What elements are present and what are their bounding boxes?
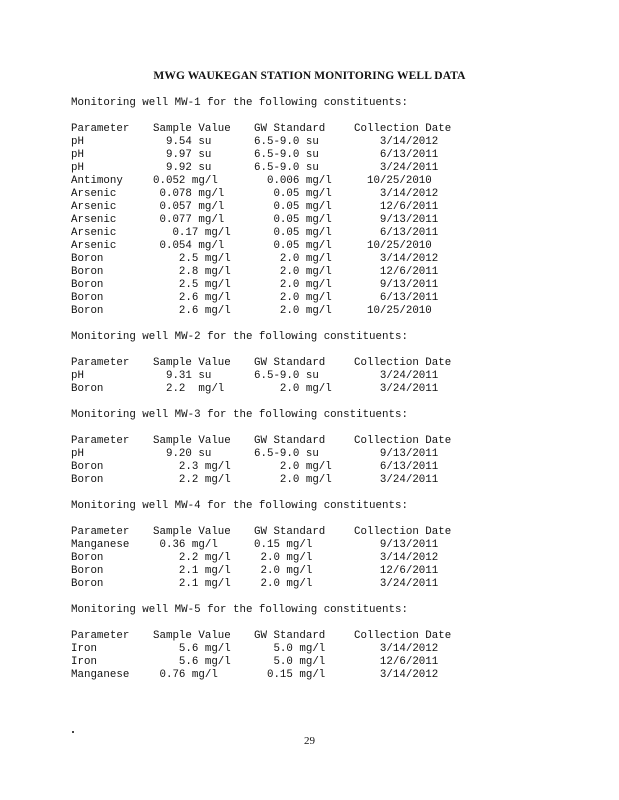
collection-date-cell: 6/13/2011 — [354, 292, 439, 304]
section-heading: Monitoring well MW-4 for the following constituents: — [71, 500, 408, 512]
sample-value-cell: 2.8 mg/l — [153, 266, 231, 278]
sample-value-cell: 2.2 mg/l — [153, 552, 231, 564]
gw-standard-cell: 2.0 mg/l — [254, 474, 332, 486]
collection-date-cell: 3/14/2012 — [354, 643, 439, 655]
sample-value-cell: Sample Value — [153, 357, 231, 369]
collection-date-cell: 6/13/2011 — [354, 461, 439, 473]
sample-value-cell: 2.6 mg/l — [153, 305, 231, 317]
sample-value-cell: Sample Value — [153, 630, 231, 642]
collection-date-cell: 9/13/2011 — [354, 214, 439, 226]
page-number: 29 — [304, 735, 315, 747]
gw-standard-cell: 2.0 mg/l — [254, 565, 313, 577]
gw-standard-cell: 6.5-9.0 su — [254, 448, 319, 460]
parameter-cell: Arsenic — [71, 240, 117, 252]
sample-value-cell: 2.1 mg/l — [153, 578, 231, 590]
parameter-cell: Manganese — [71, 539, 130, 551]
parameter-cell: Boron — [71, 578, 104, 590]
parameter-cell: Boron — [71, 474, 104, 486]
collection-date-cell: 12/6/2011 — [354, 201, 439, 213]
gw-standard-cell: 6.5-9.0 su — [254, 162, 319, 174]
collection-date-cell: 9/13/2011 — [354, 279, 439, 291]
section-heading: Monitoring well MW-3 for the following constituents: — [71, 409, 408, 421]
collection-date-cell: 10/25/2010 — [354, 305, 432, 317]
gw-standard-cell: 0.15 mg/l — [254, 539, 313, 551]
collection-date-cell: Collection Date — [354, 526, 452, 538]
gw-standard-cell: 5.0 mg/l — [254, 656, 326, 668]
sample-value-cell: 9.97 su — [153, 149, 212, 161]
parameter-cell: Parameter — [71, 357, 130, 369]
sample-value-cell: 9.54 su — [153, 136, 212, 148]
collection-date-cell: Collection Date — [354, 357, 452, 369]
gw-standard-cell: 0.05 mg/l — [254, 214, 332, 226]
collection-date-cell: 3/24/2011 — [354, 474, 439, 486]
parameter-cell: Boron — [71, 279, 104, 291]
parameter-cell: Boron — [71, 305, 104, 317]
parameter-cell: Arsenic — [71, 188, 117, 200]
collection-date-cell: 3/14/2012 — [354, 552, 439, 564]
collection-date-cell: 3/24/2011 — [354, 383, 439, 395]
collection-date-cell: 9/13/2011 — [354, 539, 439, 551]
parameter-cell: Boron — [71, 266, 104, 278]
gw-standard-cell: 0.006 mg/l — [254, 175, 332, 187]
sample-value-cell: 2.2 mg/l — [153, 474, 231, 486]
sample-value-cell: 2.6 mg/l — [153, 292, 231, 304]
collection-date-cell: 3/24/2011 — [354, 370, 439, 382]
sample-value-cell: 0.76 mg/l — [153, 669, 218, 681]
gw-standard-cell: 0.05 mg/l — [254, 188, 332, 200]
parameter-cell: pH — [71, 149, 84, 161]
parameter-cell: Parameter — [71, 435, 130, 447]
parameter-cell: Boron — [71, 552, 104, 564]
sample-value-cell: 9.20 su — [153, 448, 212, 460]
sample-value-cell: 0.052 mg/l — [153, 175, 218, 187]
parameter-cell: pH — [71, 448, 84, 460]
sample-value-cell: 0.077 mg/l — [153, 214, 225, 226]
parameter-cell: Boron — [71, 461, 104, 473]
collection-date-cell: 3/24/2011 — [354, 162, 439, 174]
gw-standard-cell: 0.05 mg/l — [254, 201, 332, 213]
collection-date-cell: 3/14/2012 — [354, 136, 439, 148]
parameter-cell: Boron — [71, 292, 104, 304]
collection-date-cell: 9/13/2011 — [354, 448, 439, 460]
parameter-cell: pH — [71, 370, 84, 382]
collection-date-cell: Collection Date — [354, 123, 452, 135]
gw-standard-cell: GW Standard — [254, 630, 326, 642]
collection-date-cell: 12/6/2011 — [354, 656, 439, 668]
collection-date-cell: 6/13/2011 — [354, 227, 439, 239]
sample-value-cell: Sample Value — [153, 526, 231, 538]
parameter-cell: pH — [71, 162, 84, 174]
collection-date-cell: 12/6/2011 — [354, 266, 439, 278]
sample-value-cell: 0.36 mg/l — [153, 539, 218, 551]
sample-value-cell: 0.054 mg/l — [153, 240, 225, 252]
gw-standard-cell: GW Standard — [254, 357, 326, 369]
gw-standard-cell: 2.0 mg/l — [254, 266, 332, 278]
section-heading: Monitoring well MW-2 for the following constituents: — [71, 331, 408, 343]
collection-date-cell: 6/13/2011 — [354, 149, 439, 161]
collection-date-cell: 3/14/2012 — [354, 188, 439, 200]
margin-mark — [72, 731, 74, 733]
parameter-cell: Arsenic — [71, 201, 117, 213]
parameter-cell: Boron — [71, 565, 104, 577]
sample-value-cell: 0.17 mg/l — [153, 227, 231, 239]
gw-standard-cell: 6.5-9.0 su — [254, 370, 319, 382]
parameter-cell: Manganese — [71, 669, 130, 681]
sample-value-cell: 2.1 mg/l — [153, 565, 231, 577]
gw-standard-cell: 0.05 mg/l — [254, 227, 332, 239]
parameter-cell: Antimony — [71, 175, 123, 187]
gw-standard-cell: 2.0 mg/l — [254, 253, 332, 265]
sample-value-cell: Sample Value — [153, 123, 231, 135]
gw-standard-cell: 5.0 mg/l — [254, 643, 326, 655]
gw-standard-cell: 2.0 mg/l — [254, 552, 313, 564]
gw-standard-cell: 6.5-9.0 su — [254, 149, 319, 161]
sample-value-cell: 2.5 mg/l — [153, 253, 231, 265]
gw-standard-cell: 2.0 mg/l — [254, 461, 332, 473]
document-title: MWG WAUKEGAN STATION MONITORING WELL DATA — [153, 70, 466, 82]
collection-date-cell: Collection Date — [354, 630, 452, 642]
collection-date-cell: 3/14/2012 — [354, 253, 439, 265]
gw-standard-cell: 2.0 mg/l — [254, 383, 332, 395]
parameter-cell: Arsenic — [71, 227, 117, 239]
parameter-cell: Iron — [71, 656, 97, 668]
parameter-cell: Parameter — [71, 526, 130, 538]
sample-value-cell: 9.92 su — [153, 162, 212, 174]
sample-value-cell: 2.3 mg/l — [153, 461, 231, 473]
sample-value-cell: 2.2 mg/l — [153, 383, 225, 395]
gw-standard-cell: 0.15 mg/l — [254, 669, 326, 681]
collection-date-cell: Collection Date — [354, 435, 452, 447]
sample-value-cell: 2.5 mg/l — [153, 279, 231, 291]
section-heading: Monitoring well MW-5 for the following constituents: — [71, 604, 408, 616]
collection-date-cell: 12/6/2011 — [354, 565, 439, 577]
collection-date-cell: 10/25/2010 — [354, 240, 432, 252]
sample-value-cell: 0.078 mg/l — [153, 188, 225, 200]
sample-value-cell: Sample Value — [153, 435, 231, 447]
gw-standard-cell: GW Standard — [254, 526, 326, 538]
gw-standard-cell: GW Standard — [254, 435, 326, 447]
parameter-cell: Boron — [71, 383, 104, 395]
gw-standard-cell: 6.5-9.0 su — [254, 136, 319, 148]
gw-standard-cell: 0.05 mg/l — [254, 240, 332, 252]
collection-date-cell: 3/24/2011 — [354, 578, 439, 590]
gw-standard-cell: 2.0 mg/l — [254, 292, 332, 304]
sample-value-cell: 0.057 mg/l — [153, 201, 225, 213]
gw-standard-cell: GW Standard — [254, 123, 326, 135]
sample-value-cell: 9.31 su — [153, 370, 212, 382]
gw-standard-cell: 2.0 mg/l — [254, 578, 313, 590]
sample-value-cell: 5.6 mg/l — [153, 643, 231, 655]
parameter-cell: pH — [71, 136, 84, 148]
sample-value-cell: 5.6 mg/l — [153, 656, 231, 668]
section-heading: Monitoring well MW-1 for the following constituents: — [71, 97, 408, 109]
collection-date-cell: 10/25/2010 — [354, 175, 432, 187]
parameter-cell: Boron — [71, 253, 104, 265]
parameter-cell: Iron — [71, 643, 97, 655]
parameter-cell: Parameter — [71, 123, 130, 135]
gw-standard-cell: 2.0 mg/l — [254, 279, 332, 291]
collection-date-cell: 3/14/2012 — [354, 669, 439, 681]
parameter-cell: Arsenic — [71, 214, 117, 226]
gw-standard-cell: 2.0 mg/l — [254, 305, 332, 317]
parameter-cell: Parameter — [71, 630, 130, 642]
